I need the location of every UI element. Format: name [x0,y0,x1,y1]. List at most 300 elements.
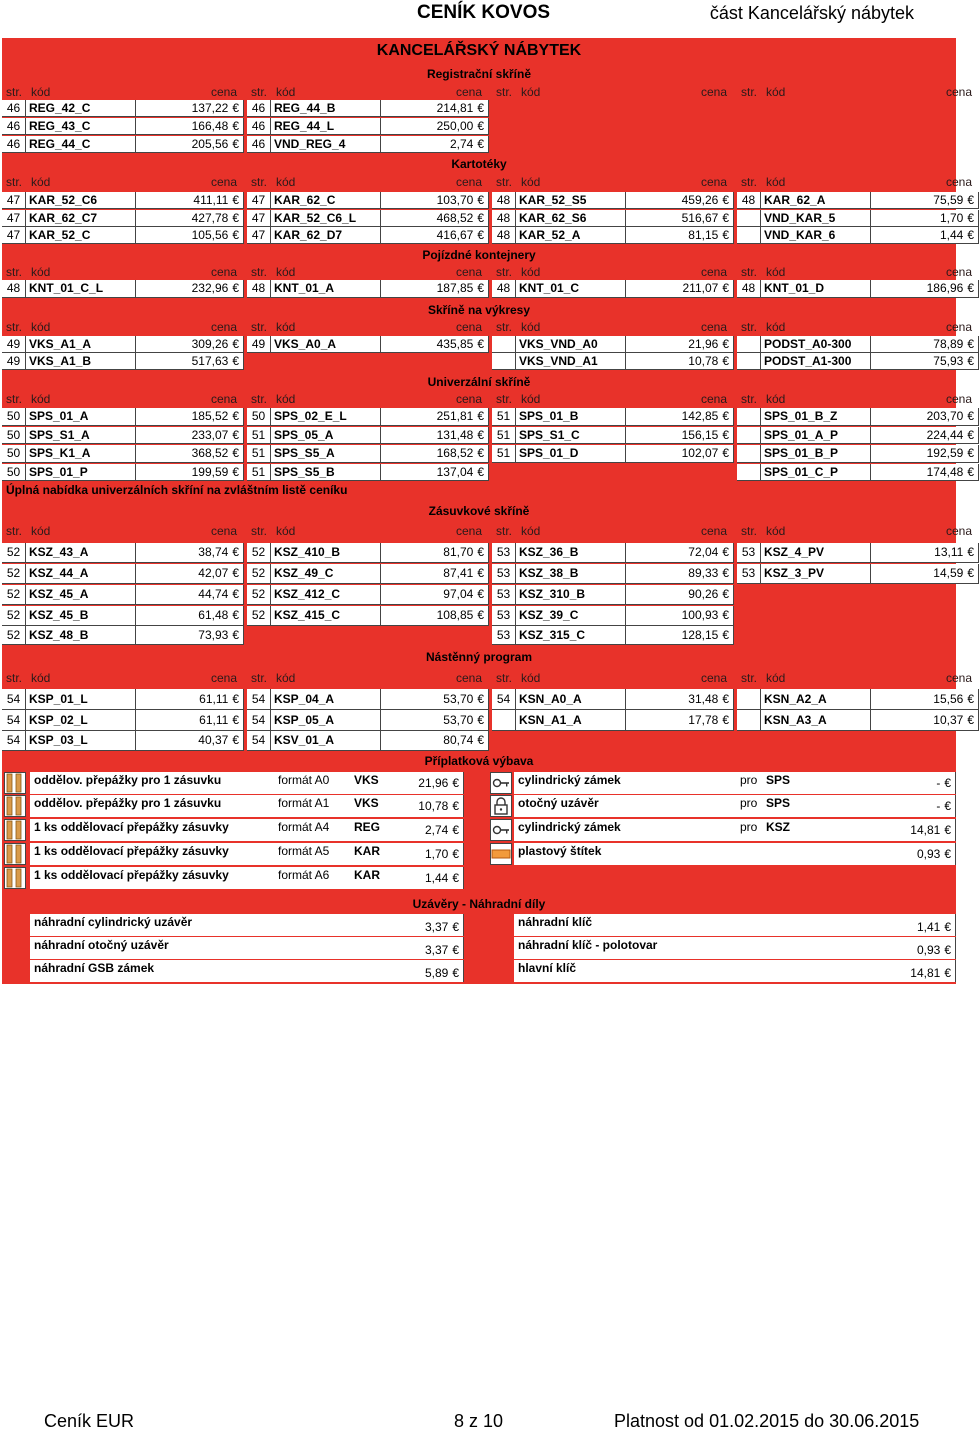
currency-symbol: € [477,428,484,442]
equipment-price [866,819,956,841]
equipment-name: plastový štítek [514,843,736,865]
item-price [381,210,489,227]
equipment-series: VKS [354,795,414,817]
price-value: 103,70 [436,193,474,207]
price-value: 13,11 [934,545,964,559]
col-label-str: str. [6,392,23,406]
item-code: VKS_A0_A [271,336,381,353]
price-value: 199,59 [191,465,229,479]
item-page [492,353,516,370]
col-label-str: str. [251,265,268,279]
table-row [2,227,974,244]
item-page: 53 [737,543,761,563]
col-label-str: str. [6,320,23,334]
currency-symbol: € [722,228,729,242]
currency-symbol: € [967,354,974,368]
price-value: 38,74 [198,545,229,559]
item-page: 54 [247,710,271,731]
section-title: Univerzální skříně [427,375,531,389]
item-price [381,689,489,710]
item-price [136,464,244,481]
table-row [2,464,974,481]
col-label-str: str. [496,524,513,538]
item-code: KSP_05_A [271,710,381,731]
currency-symbol: € [967,446,974,460]
col-label-str: str. [251,671,268,685]
item-code: VKS_A1_B [26,353,136,370]
item-page: 46 [247,100,271,117]
item-price [626,280,734,298]
price-value: 468,52 [436,211,474,225]
item-code: SPS_S1_A [26,427,136,444]
currency-symbol: € [232,608,239,622]
col-label-cena: cena [211,671,238,685]
item-price [871,445,979,463]
item-price [381,336,489,353]
price-value: 14,81 [910,823,941,837]
currency-symbol: € [944,823,951,837]
item-price [136,606,244,626]
item-page: 54 [492,689,516,710]
equipment-price [414,819,464,841]
divider-icon [4,795,26,817]
item-code: KAR_52_C6_L [271,210,381,227]
footer-currency: Ceník EUR [44,1411,135,1431]
item-code: REG_42_C [26,100,136,117]
item-code: SPS_01_D [516,445,626,463]
currency-symbol: € [944,776,951,790]
currency-symbol: € [722,337,729,351]
price-table [2,38,974,984]
item-page: 49 [2,336,26,353]
currency-symbol: € [477,119,484,133]
item-code: KAR_52_C [26,227,136,244]
currency-symbol: € [232,409,239,423]
item-price [136,353,244,370]
item-code: KAR_52_S5 [516,192,626,209]
section-title: Nástěnný program [425,650,533,664]
currency-symbol: € [944,920,951,934]
item-price [136,564,244,584]
equipment-series [766,843,866,865]
price-value: 61,48 [198,608,229,622]
currency-symbol: € [967,428,974,442]
item-page: 48 [492,227,516,244]
price-value: 2,74 [424,823,449,837]
price-value: 309,26 [191,337,229,351]
col-label-cena: cena [456,524,483,538]
col-label-kod: kód [766,175,786,189]
currency-symbol: € [232,465,239,479]
equipment-name: 1 ks oddělovací přepážky zásuvky [30,843,274,865]
col-label-str: str. [251,524,268,538]
spare-part-price [866,937,956,959]
item-code: KSZ_415_C [271,606,381,626]
item-price [381,280,489,298]
col-label-kod: kód [31,265,51,279]
col-label-kod: kód [766,320,786,334]
extra-equipment-row [2,819,956,841]
item-price [136,543,244,563]
page-title: KANCELÁŘSKÝ NÁBYTEK [376,42,582,59]
price-value: 44,74 [198,587,229,601]
price-value: 97,04 [443,587,474,601]
extra-equipment-row [2,772,956,794]
table-row [2,136,956,153]
price-value: 87,41 [443,566,474,580]
currency-symbol: € [944,799,951,813]
item-price [381,136,489,153]
item-code: VND_KAR_5 [761,210,871,227]
item-page: 48 [737,192,761,209]
item-page: 53 [492,626,516,645]
item-page [737,210,761,227]
col-label-kod: kód [766,85,786,99]
price-value: 185,52 [191,409,229,423]
price-value: 21,96 [418,776,449,790]
currency-symbol: € [722,692,729,706]
table-row [2,731,956,751]
item-page: 48 [492,192,516,209]
spare-part-price [414,960,464,982]
col-label-kod: kód [766,392,786,406]
item-page [492,336,516,353]
item-page: 52 [2,543,26,563]
col-label-cena: cena [701,265,728,279]
col-label-kod: kód [521,524,541,538]
table-row [2,626,956,645]
price-value: 10,78 [688,354,719,368]
item-page [737,408,761,426]
price-value: 61,11 [199,692,229,706]
item-code: SPS_S5_A [271,445,381,463]
currency-symbol: € [722,628,729,642]
item-price [871,543,979,563]
col-label-kod: kód [521,175,541,189]
equipment-price [414,867,464,889]
currency-symbol: € [967,545,974,559]
price-value: 0,93 [916,943,941,957]
currency-symbol: € [477,193,484,207]
col-label-cena: cena [456,85,483,99]
item-code: VND_REG_4 [271,136,381,153]
spare-part-name: hlavní klíč [514,960,866,982]
col-label-kod: kód [276,175,296,189]
item-price [871,227,979,244]
currency-symbol: € [477,446,484,460]
item-price [626,210,734,227]
section-title: Zásuvkové skříně [428,504,530,518]
item-price [136,689,244,710]
item-code: KSP_02_L [26,710,136,731]
col-label-str: str. [741,85,758,99]
equipment-name: oddělov. přepážky pro 1 zásuvku [30,772,274,794]
currency-symbol: € [452,943,459,957]
price-value: 137,22 [191,101,229,115]
price-value: - [936,776,941,790]
item-price [136,408,244,426]
item-price [381,445,489,463]
col-label-kod: kód [521,320,541,334]
divider-icon [4,843,26,865]
section-title: Registrační skříně [426,67,532,81]
item-price [626,543,734,563]
currency-symbol: € [944,943,951,957]
item-price [871,689,979,710]
item-code: VKS_VND_A0 [516,336,626,353]
price-value: 105,56 [191,228,229,242]
col-label-str: str. [741,265,758,279]
equipment-price [414,843,464,865]
price-value: 102,07 [681,446,719,460]
item-code: KAR_62_C [271,192,381,209]
item-page: 53 [492,585,516,605]
price-value: 517,63 [191,354,229,368]
price-value: 1,70 [939,211,964,225]
item-page: 47 [247,227,271,244]
section-title: Skříně na výkresy [427,303,531,317]
currency-symbol: € [722,545,729,559]
currency-symbol: € [477,409,484,423]
table-row [2,585,956,605]
currency-symbol: € [722,193,729,207]
price-value: 31,48 [688,692,719,706]
table-row [2,210,974,227]
col-label-str: str. [496,320,513,334]
price-value: 1,44 [939,228,964,242]
currency-symbol: € [232,566,239,580]
table-row [2,427,974,444]
item-code: KSN_A3_A [761,710,871,731]
table-row [2,689,974,710]
item-page: 47 [247,210,271,227]
item-price [136,731,244,751]
currency-symbol: € [944,966,951,980]
equipment-format: formát A0 [274,772,354,794]
price-value: 435,85 [436,337,474,351]
item-code: REG_44_B [271,100,381,117]
item-code: KAR_62_S6 [516,210,626,227]
item-price [136,626,244,645]
section-title: Uzávěry - Náhradní díly [412,897,546,911]
currency-symbol: € [477,733,484,747]
item-price [626,585,734,605]
item-price [381,585,489,605]
currency-symbol: € [477,545,484,559]
extra-equipment-row [2,843,956,865]
item-page: 52 [247,543,271,563]
price-value: 186,96 [926,281,964,295]
equipment-price [866,843,956,865]
currency-symbol: € [722,608,729,622]
equipment-series: SPS [766,795,866,817]
item-page: 47 [2,210,26,227]
col-label-kod: kód [31,392,51,406]
currency-symbol: € [722,281,729,295]
spare-part-price [414,914,464,936]
item-page: 47 [247,192,271,209]
equipment-name: 1 ks oddělovací přepážky zásuvky [30,867,274,889]
spare-part-row [2,914,956,936]
item-page: 52 [2,564,26,584]
col-label-str: str. [741,175,758,189]
currency-symbol: € [477,692,484,706]
item-price [136,100,244,117]
currency-symbol: € [477,101,484,115]
item-price [381,606,489,626]
item-price [871,464,979,481]
item-code: VND_KAR_6 [761,227,871,244]
item-code: KSZ_36_B [516,543,626,563]
currency-symbol: € [232,137,239,151]
column-header-row [2,669,973,687]
col-label-str: str. [496,175,513,189]
item-price [626,227,734,244]
price-value: 131,48 [436,428,474,442]
item-code: KSN_A0_A [516,689,626,710]
currency-symbol: € [722,713,729,727]
col-label-cena: cena [211,524,238,538]
price-value: 142,85 [681,409,719,423]
price-value: 89,33 [688,566,719,580]
equipment-series: KSZ [766,819,866,841]
col-label-kod: kód [276,524,296,538]
item-page: 47 [2,192,26,209]
item-code: KNT_01_C [516,280,626,298]
price-value: 10,37 [933,713,964,727]
price-value: 203,70 [926,409,964,423]
item-code: KSZ_39_C [516,606,626,626]
col-label-cena: cena [701,392,728,406]
section-note: Úplná nabídka univerzálních skříní na zvláštním listě ceníku [6,483,348,497]
item-page: 50 [2,464,26,481]
equipment-price [414,795,464,817]
item-code: SPS_K1_A [26,445,136,463]
item-page: 51 [247,427,271,444]
item-price [136,585,244,605]
item-page: 53 [737,564,761,584]
item-page: 46 [2,100,26,117]
col-label-cena: cena [211,175,238,189]
currency-symbol: € [967,566,974,580]
col-label-str: str. [741,320,758,334]
price-value: 2,74 [449,137,474,151]
col-label-cena: cena [211,320,238,334]
price-value: 40,37 [198,733,229,747]
item-page [737,689,761,710]
item-code: SPS_01_A [26,408,136,426]
col-label-kod: kód [31,320,51,334]
spare-part-name: náhradní klíč [514,914,866,936]
item-code: SPS_05_A [271,427,381,444]
item-code: KNT_01_A [271,280,381,298]
item-price [871,427,979,444]
item-code: SPS_01_P [26,464,136,481]
price-value: 187,85 [436,281,474,295]
price-value: 61,11 [199,713,229,727]
item-price [626,689,734,710]
item-page: 54 [2,710,26,731]
price-value: 251,81 [436,409,474,423]
item-code: KSZ_3_PV [761,564,871,584]
currency-symbol: € [477,137,484,151]
col-label-cena: cena [456,265,483,279]
item-code: KSZ_315_C [516,626,626,645]
col-label-kod: kód [766,524,786,538]
col-label-cena: cena [701,175,728,189]
item-code: SPS_01_C_P [761,464,871,481]
col-label-str: str. [251,85,268,99]
equipment-for: pro [736,819,766,841]
divider-icon [4,772,26,794]
item-price [626,408,734,426]
item-price [381,408,489,426]
item-page: 52 [2,626,26,645]
currency-symbol: € [477,281,484,295]
item-price [381,710,489,731]
currency-symbol: € [232,713,239,727]
item-price [136,336,244,353]
item-page: 48 [737,280,761,298]
item-page [737,427,761,444]
col-label-kod: kód [521,265,541,279]
item-page: 48 [492,280,516,298]
currency-symbol: € [477,587,484,601]
item-code: SPS_S1_C [516,427,626,444]
item-price [381,227,489,244]
item-price [136,136,244,153]
item-page: 54 [2,689,26,710]
price-value: 78,89 [933,337,964,351]
item-code: VKS_A1_A [26,336,136,353]
item-price [871,353,979,370]
item-price [381,192,489,209]
item-price [136,118,244,135]
item-price [136,427,244,444]
item-page: 49 [2,353,26,370]
col-label-cena: cena [946,524,973,538]
currency-symbol: € [722,354,729,368]
item-price [381,464,489,481]
currency-symbol: € [232,628,239,642]
item-code: KSZ_48_B [26,626,136,645]
col-label-kod: kód [31,671,51,685]
item-page: 54 [247,689,271,710]
price-value: 156,15 [681,428,719,442]
currency-symbol: € [452,920,459,934]
item-price [626,626,734,645]
col-label-cena: cena [456,392,483,406]
price-value: 5,89 [424,966,449,980]
table-row [2,100,956,117]
currency-symbol: € [967,465,974,479]
col-label-str: str. [251,392,268,406]
equipment-price [866,795,956,817]
item-page: 53 [492,543,516,563]
item-page: 52 [247,564,271,584]
col-label-str: str. [741,671,758,685]
currency-symbol: € [722,587,729,601]
item-code: KAR_62_D7 [271,227,381,244]
item-price [381,564,489,584]
currency-symbol: € [722,409,729,423]
spare-part-name: náhradní cylindrický uzávěr [30,914,414,936]
footer-validity: Platnost od 01.02.2015 do 30.06.2015 [614,1411,920,1431]
item-price [381,731,489,751]
item-page [737,353,761,370]
item-code: KSZ_45_A [26,585,136,605]
item-page: 47 [2,227,26,244]
